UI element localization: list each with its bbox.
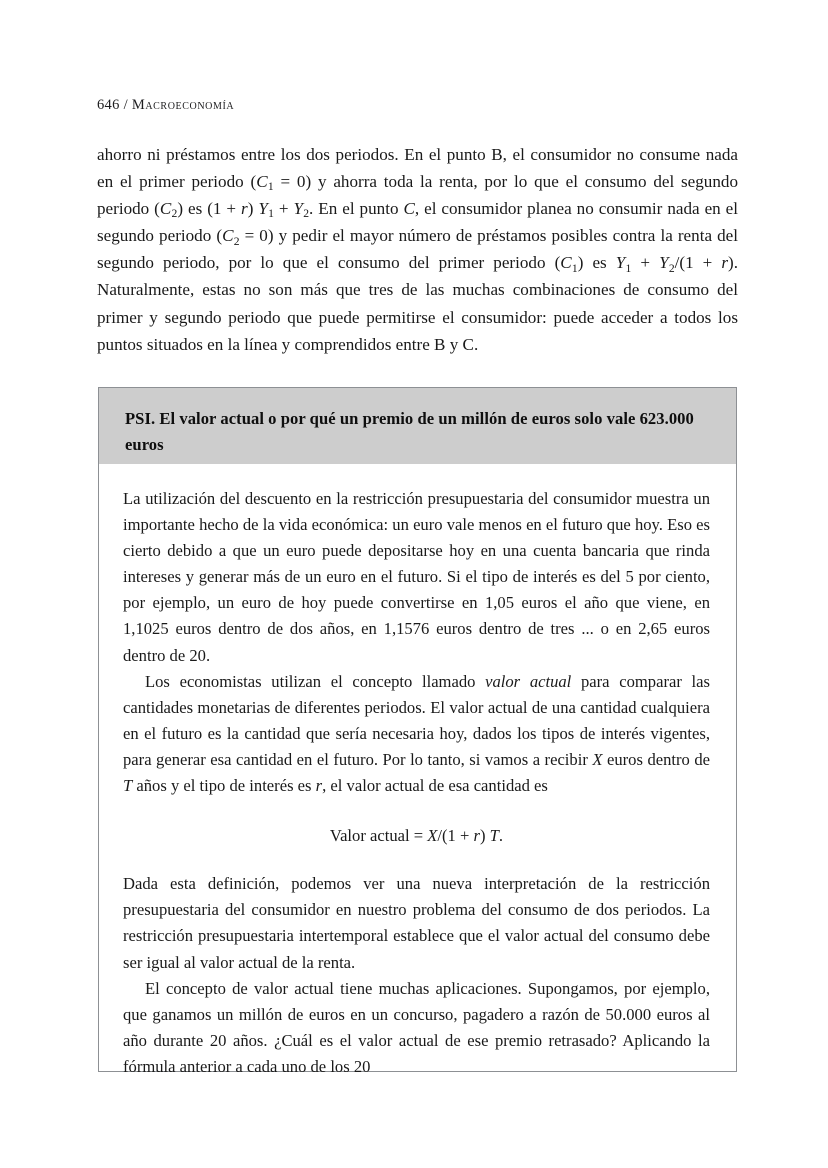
emphasis-valor-actual: valor actual [485, 671, 572, 691]
formula-variable-x: X [427, 826, 438, 846]
variable-subscript: 1 [625, 261, 632, 275]
math-variable-r-second: r [721, 253, 729, 273]
feature-paragraph-3: Dada esta definición, podemos ver una nueva interpretación de la restricción presupuestaria del consumidor en nuestro problema del consumo de dos periodos. La restricción presupuestaria intertemporal establece que el valor actual del consumo debe ser igual al valor actual de la renta. [123, 874, 710, 972]
display-formula [123, 823, 710, 849]
body-paragraph-1 [97, 141, 738, 358]
feature-paragraph-2 [123, 669, 710, 799]
formula-variable-t: T [489, 826, 499, 846]
variable-letter: C [159, 199, 172, 219]
formula-label: Valor actual = [329, 826, 428, 846]
feature-paragraph-4: El concepto de valor actual tiene muchas aplicaciones. Supongamos, por ejemplo, que ganamos un millón de euros en un concurso, pagadero a razón de 50.000 euros al año durante 20 años. ¿Cuál es el valor actual de ese premio retrasado? Aplicando la fórmula anterior a cada uno de los 20 [123, 978, 710, 1076]
math-variable-c1-second [560, 253, 578, 275]
variable-letter: Y [258, 199, 268, 219]
math-variable-c: C [403, 199, 415, 219]
text-segment: = 0) y pedir el mayor número de préstamos posibles contra la renta del segundo periodo, por lo que el consumo del primer periodo ( [97, 226, 738, 273]
feature-box [98, 387, 737, 1076]
math-variable-y1-second [615, 253, 632, 275]
math-variable-r: r [315, 776, 323, 796]
text-segment: . En el punto [309, 199, 404, 219]
variable-subscript: 2 [233, 234, 240, 248]
formula-variable-r: r [473, 826, 480, 846]
variable-subscript: 2 [303, 207, 310, 221]
text-segment: , el consumidor planea no consumir nada en el segundo periodo ( [97, 199, 739, 246]
formula-period: . [498, 826, 504, 846]
formula-segment: ) [479, 826, 490, 846]
text-segment: = 0) y ahorra toda la renta, por lo que el consumo del segundo periodo ( [97, 172, 738, 219]
variable-subscript: 1 [268, 207, 274, 221]
math-variable-x: X [592, 749, 603, 769]
text-segment: euros dentro de [602, 749, 710, 769]
text-segment: Los economistas utilizan el concepto llamado [145, 671, 486, 691]
text-segment: + [273, 199, 294, 219]
feature-paragraph-1: La utilización del descuento en la restricción presupuestaria del consumidor muestra un importante hecho de la vida económica: un euro vale menos en el futuro que hoy. Eso es cierto debido a que un euro puede depositarse hoy en una cuenta bancaria que rinda intereses y generar más de un euro en el futuro. Si el tipo de interés es del 5 por ciento, por ejemplo, un euro de hoy puede convertirse en 1,05 euros el año que viene, en 1,1025 euros dentro de dos años, en 1,1576 euros dentro de tres ... o en 2,65 euros dentro de 20. [123, 489, 710, 665]
math-variable-y1 [258, 199, 274, 221]
text-segment: ) es (1 + [177, 199, 242, 219]
math-variable-y2 [293, 199, 310, 221]
math-variable-c2-second [222, 226, 240, 248]
math-variable-c2 [159, 199, 178, 221]
page-folio: 646 [97, 97, 120, 113]
text-segment: , el valor actual de esa cantidad es [322, 776, 548, 796]
running-head-separator: / [119, 97, 132, 113]
text-segment: ). Naturalmente, estas no son más que tres de las muchas combinaciones de consumo del primer y segundo periodo que puede permitirse el consumidor: puede acceder a todos los puntos situados en la línea y comprendidos entre B y C. [97, 253, 739, 354]
variable-letter: C [560, 253, 572, 273]
math-variable-r: r [241, 199, 248, 219]
body-column [97, 141, 738, 358]
variable-letter: Y [659, 253, 669, 273]
text-segment: años y el tipo de interés es [132, 776, 316, 796]
math-variable-t: T [123, 776, 133, 796]
variable-letter: C [256, 172, 268, 192]
math-variable-y2-second [659, 253, 675, 275]
variable-subscript: 2 [171, 207, 178, 221]
feature-box-body [99, 464, 736, 1080]
variable-letter: Y [293, 199, 304, 219]
formula-segment: /(1 + [437, 826, 474, 846]
feature-box-title: PSI. El valor actual o por qué un premio de un millón de euros solo vale 623.000 euros [125, 409, 694, 454]
text-segment: ) [247, 199, 259, 219]
variable-subscript: 2 [668, 261, 675, 275]
text-segment: + [631, 253, 660, 273]
running-head-title: Macroeconomía [131, 97, 235, 113]
text-segment: ahorro ni préstamos entre los dos periodos. En el punto B, el consumidor no consume nada en el primer periodo ( [97, 145, 738, 192]
feature-box-header [99, 388, 736, 464]
variable-letter: C [222, 226, 234, 246]
variable-subscript: 1 [267, 180, 274, 194]
text-segment: para comparar las cantidades monetarias de diferentes periodos. El valor actual de una cantidad cualquiera en el futuro es la cantidad que sería necesaria hoy, dados los tipos de interés vigentes, para generar esa cantidad en el futuro. Por lo tanto, si vamos a recibir [123, 671, 710, 769]
variable-subscript: 1 [571, 261, 578, 275]
text-segment: ) es [577, 253, 616, 273]
running-head [97, 97, 234, 114]
text-segment: /(1 + [674, 253, 722, 273]
math-variable-c1 [256, 172, 274, 194]
variable-letter: Y [615, 253, 626, 273]
